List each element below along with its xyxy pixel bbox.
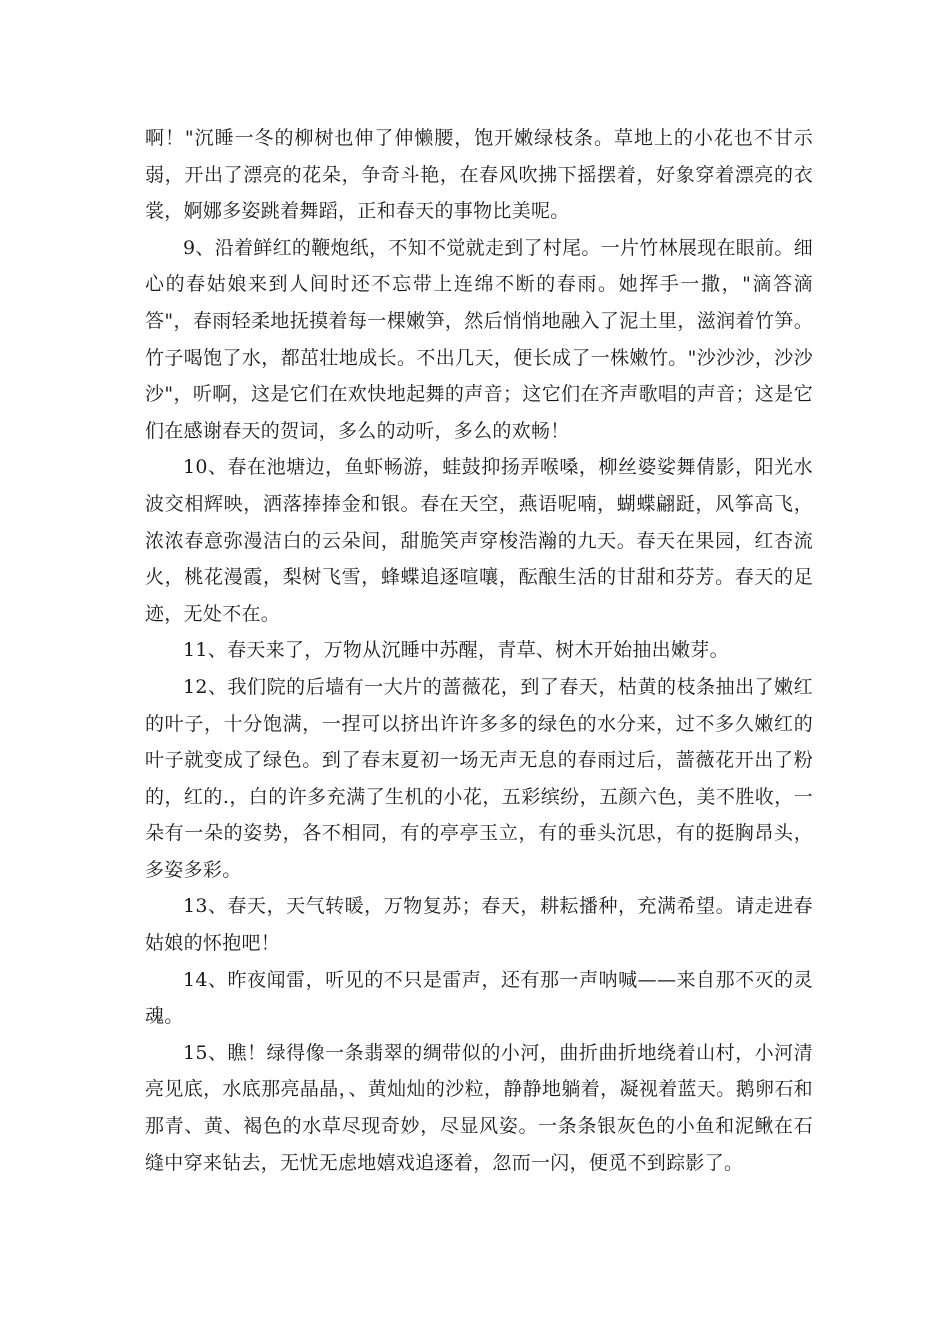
- paragraph-9: 9、沿着鲜红的鞭炮纸，不知不觉就走到了村尾。一片竹林展现在眼前。细心的春姑娘来到人间时还不忘带上连绵不断的春雨。她挥手一撒，"滴答滴答"，春雨轻柔地抚摸着每一棵嫩笋，然后悄悄地融入了泥土里，滋润着竹笋。竹子喝饱了水，都茁壮地成长。不出几天，便长成了一株嫩竹。"沙沙沙，沙沙沙"，听啊，这是它们在欢快地起舞的声音；这它们在齐声歌唱的声音；这是它们在感谢春天的贺词，多么的动听，多么的欢畅！: [145, 236, 813, 442]
- paragraph-15: 15、瞧！绿得像一条翡翠的绸带似的小河，曲折曲折地绕着山村，小河清亮见底，水底那亮晶晶，、黄灿灿的沙粒，静静地躺着，凝视着蓝天。鹅卵石和那青、黄、褐色的水草尽现奇妙，尽显风姿。一条条银灰色的小鱼和泥鳅在石缝中穿来钻去，无忧无虑地嬉戏追逐着，忽而一闪，便觅不到踪影了。: [145, 1041, 813, 1174]
- paragraph-12: 12、我们院的后墙有一大片的蔷薇花，到了春天，枯黄的枝条抽出了嫩红的叶子，十分饱满，一捏可以挤出许许多多的绿色的水分来，过不多久嫩红的叶子就变成了绿色。到了春末夏初一场无声无息的春雨过后，蔷薇花开出了粉的，红的.，白的许多充满了生机的小花，五彩缤纷，五颜六色，美不胜收，一朵有一朵的姿势，各不相同，有的亭亭玉立，有的垂头沉思，有的挺胸昂头，多姿多彩。: [145, 675, 813, 881]
- paragraph-11: 11、春天来了，万物从沉睡中苏醒，青草、树木开始抽出嫩芽。: [183, 639, 729, 662]
- document-body: [145, 120, 813, 1181]
- paragraph-14: 14、昨夜闻雷，听见的不只是雷声，还有那一声呐喊——来自那不灭的灵魂。: [145, 968, 813, 1028]
- paragraph-10: 10、春在池塘边，鱼虾畅游，蛙鼓抑扬弄喉嗓，柳丝婆娑舞倩影，阳光水波交相辉映，洒落捧捧金和银。春在天空，燕语呢喃，蝴蝶翩跹，风筝高飞，浓浓春意弥漫洁白的云朵间，甜脆笑声穿梭浩瀚的九天。春天在果园，红杏流火，桃花漫霞，梨树飞雪，蜂蝶追逐喧嚷，酝酿生活的甘甜和芬芳。春天的足迹，无处不在。: [145, 456, 813, 625]
- paragraph-continuation: 啊！"沉睡一冬的柳树也伸了伸懒腰，饱开嫩绿枝条。草地上的小花也不甘示弱，开出了漂亮的花朵，争奇斗艳，在春风吹拂下摇摆着，好象穿着漂亮的衣裳，婀娜多姿跳着舞蹈，正和春天的事物比美呢。: [145, 127, 813, 223]
- paragraph-13: 13、春天，天气转暖，万物复苏；春天，耕耘播种，充满希望。请走进春姑娘的怀抱吧！: [145, 895, 813, 955]
